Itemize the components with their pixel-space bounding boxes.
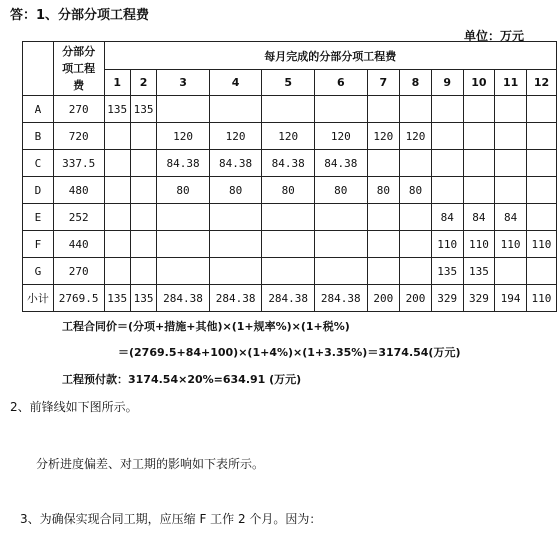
month-cell: 120 bbox=[314, 123, 367, 150]
row-label: E bbox=[23, 204, 54, 231]
month-cell bbox=[130, 123, 156, 150]
month-cell bbox=[463, 150, 495, 177]
month-cell bbox=[400, 204, 432, 231]
month-cell: 135 bbox=[130, 96, 156, 123]
table-row bbox=[23, 258, 557, 285]
month-cell bbox=[130, 177, 156, 204]
month-cell: 80 bbox=[400, 177, 432, 204]
month-cell bbox=[367, 258, 400, 285]
month-cell bbox=[495, 123, 527, 150]
month-cell: 80 bbox=[157, 177, 210, 204]
advance-payment: 工程预付款：3174.54×20%=634.91 (万元) bbox=[62, 373, 302, 386]
month-cell bbox=[367, 231, 400, 258]
paragraph-deviation-analysis: 分析进度偏差、对工期的影响如下表所示。 bbox=[36, 457, 265, 471]
month-cell bbox=[130, 204, 156, 231]
month-cell: 80 bbox=[262, 177, 315, 204]
contract-price-calculation: ＝(2769.5+84+100)×(1+4%)×(1+3.35%)＝3174.54(万元) bbox=[118, 346, 461, 359]
month-cell: 110 bbox=[526, 285, 556, 312]
month-cell: 84.38 bbox=[157, 150, 210, 177]
month-cell bbox=[526, 123, 556, 150]
row-cost: 720 bbox=[53, 123, 104, 150]
month-cell bbox=[526, 258, 556, 285]
month-cell bbox=[400, 96, 432, 123]
month-cell: 284.38 bbox=[262, 285, 315, 312]
month-cell bbox=[104, 177, 130, 204]
month-cell bbox=[157, 96, 210, 123]
month-cell bbox=[431, 177, 463, 204]
month-header: 12 bbox=[526, 70, 556, 96]
month-cell bbox=[130, 258, 156, 285]
row-cost: 270 bbox=[53, 258, 104, 285]
month-cell bbox=[367, 204, 400, 231]
month-cell bbox=[495, 177, 527, 204]
row-cost: 440 bbox=[53, 231, 104, 258]
table-row bbox=[23, 285, 557, 312]
month-cell bbox=[495, 258, 527, 285]
month-cell: 120 bbox=[209, 123, 262, 150]
month-cell: 110 bbox=[431, 231, 463, 258]
month-header: 11 bbox=[495, 70, 527, 96]
month-cell bbox=[526, 177, 556, 204]
month-cell bbox=[367, 96, 400, 123]
row-label: 小计 bbox=[23, 285, 54, 312]
month-cell: 84.38 bbox=[314, 150, 367, 177]
unit-label: 单位：万元 bbox=[464, 29, 525, 43]
month-cell bbox=[314, 204, 367, 231]
month-cell: 84.38 bbox=[209, 150, 262, 177]
month-cell bbox=[130, 231, 156, 258]
month-cell bbox=[157, 231, 210, 258]
month-cell bbox=[157, 204, 210, 231]
cost-column-header: 分部分项工程费 bbox=[53, 42, 104, 96]
month-cell: 80 bbox=[367, 177, 400, 204]
month-cell: 110 bbox=[526, 231, 556, 258]
month-cell bbox=[463, 177, 495, 204]
month-cell: 135 bbox=[104, 96, 130, 123]
month-cell bbox=[262, 258, 315, 285]
months-group-header: 每月完成的分部分项工程费 bbox=[104, 42, 556, 70]
table-row bbox=[23, 204, 557, 231]
table-row bbox=[23, 96, 557, 123]
month-cell bbox=[526, 96, 556, 123]
month-cell bbox=[130, 150, 156, 177]
month-cell: 329 bbox=[431, 285, 463, 312]
row-label: B bbox=[23, 123, 54, 150]
month-cell bbox=[262, 96, 315, 123]
paragraph-compress-f: 3、为确保实现合同工期，应压缩 F 工作 2 个月。因为： bbox=[20, 512, 322, 526]
month-header: 9 bbox=[431, 70, 463, 96]
month-cell bbox=[526, 150, 556, 177]
month-cell: 84.38 bbox=[262, 150, 315, 177]
month-header: 3 bbox=[157, 70, 210, 96]
month-cell bbox=[209, 204, 262, 231]
month-cell: 135 bbox=[130, 285, 156, 312]
month-cell: 120 bbox=[262, 123, 315, 150]
month-cell bbox=[431, 96, 463, 123]
month-cell: 84 bbox=[431, 204, 463, 231]
month-cell bbox=[104, 150, 130, 177]
answer-heading: 答：1、分部分项工程费 bbox=[10, 8, 150, 23]
month-cell: 84 bbox=[463, 204, 495, 231]
row-cost: 270 bbox=[53, 96, 104, 123]
month-cell bbox=[209, 231, 262, 258]
month-cell bbox=[209, 96, 262, 123]
table-row bbox=[23, 177, 557, 204]
row-label: F bbox=[23, 231, 54, 258]
table-row bbox=[23, 123, 557, 150]
month-cell bbox=[262, 204, 315, 231]
month-cell bbox=[367, 150, 400, 177]
month-header: 8 bbox=[400, 70, 432, 96]
row-cost: 480 bbox=[53, 177, 104, 204]
month-cell bbox=[314, 96, 367, 123]
month-cell bbox=[104, 123, 130, 150]
month-cell: 284.38 bbox=[209, 285, 262, 312]
corner-cell bbox=[23, 42, 54, 96]
month-cell bbox=[262, 231, 315, 258]
month-cell: 194 bbox=[495, 285, 527, 312]
month-cell bbox=[495, 150, 527, 177]
row-label: G bbox=[23, 258, 54, 285]
month-header: 10 bbox=[463, 70, 495, 96]
month-cell: 135 bbox=[463, 258, 495, 285]
month-cell bbox=[400, 150, 432, 177]
row-cost: 337.5 bbox=[53, 150, 104, 177]
month-cell bbox=[104, 204, 130, 231]
row-cost: 2769.5 bbox=[53, 285, 104, 312]
month-cell: 120 bbox=[367, 123, 400, 150]
month-cell: 284.38 bbox=[157, 285, 210, 312]
month-cell bbox=[314, 258, 367, 285]
month-cell bbox=[104, 258, 130, 285]
month-cell bbox=[314, 231, 367, 258]
row-label: A bbox=[23, 96, 54, 123]
month-header: 7 bbox=[367, 70, 400, 96]
contract-price-formula: 工程合同价＝(分项+措施+其他)×(1+规率%)×(1+税%) bbox=[62, 320, 350, 333]
month-cell: 329 bbox=[463, 285, 495, 312]
month-cell: 200 bbox=[400, 285, 432, 312]
month-cell: 84 bbox=[495, 204, 527, 231]
month-cell bbox=[431, 123, 463, 150]
month-header: 6 bbox=[314, 70, 367, 96]
month-cell: 200 bbox=[367, 285, 400, 312]
paragraph-frontline: 2、前锋线如下图所示。 bbox=[10, 400, 138, 414]
month-cell bbox=[463, 123, 495, 150]
month-cell: 120 bbox=[400, 123, 432, 150]
month-cell: 80 bbox=[314, 177, 367, 204]
month-cell: 135 bbox=[104, 285, 130, 312]
month-cell bbox=[104, 231, 130, 258]
month-cell: 284.38 bbox=[314, 285, 367, 312]
month-cell: 110 bbox=[495, 231, 527, 258]
table-row bbox=[23, 231, 557, 258]
month-header: 2 bbox=[130, 70, 156, 96]
month-header: 4 bbox=[209, 70, 262, 96]
month-cell: 110 bbox=[463, 231, 495, 258]
month-header: 5 bbox=[262, 70, 315, 96]
table-row bbox=[23, 150, 557, 177]
month-cell bbox=[431, 150, 463, 177]
month-cell bbox=[400, 258, 432, 285]
row-cost: 252 bbox=[53, 204, 104, 231]
month-cell bbox=[526, 204, 556, 231]
month-cell: 120 bbox=[157, 123, 210, 150]
month-cell: 135 bbox=[431, 258, 463, 285]
month-cell bbox=[157, 258, 210, 285]
month-cell bbox=[495, 96, 527, 123]
month-cell bbox=[463, 96, 495, 123]
month-cell bbox=[209, 258, 262, 285]
row-label: C bbox=[23, 150, 54, 177]
month-cell: 80 bbox=[209, 177, 262, 204]
month-header: 1 bbox=[104, 70, 130, 96]
cost-table bbox=[22, 41, 557, 312]
row-label: D bbox=[23, 177, 54, 204]
month-cell bbox=[400, 231, 432, 258]
